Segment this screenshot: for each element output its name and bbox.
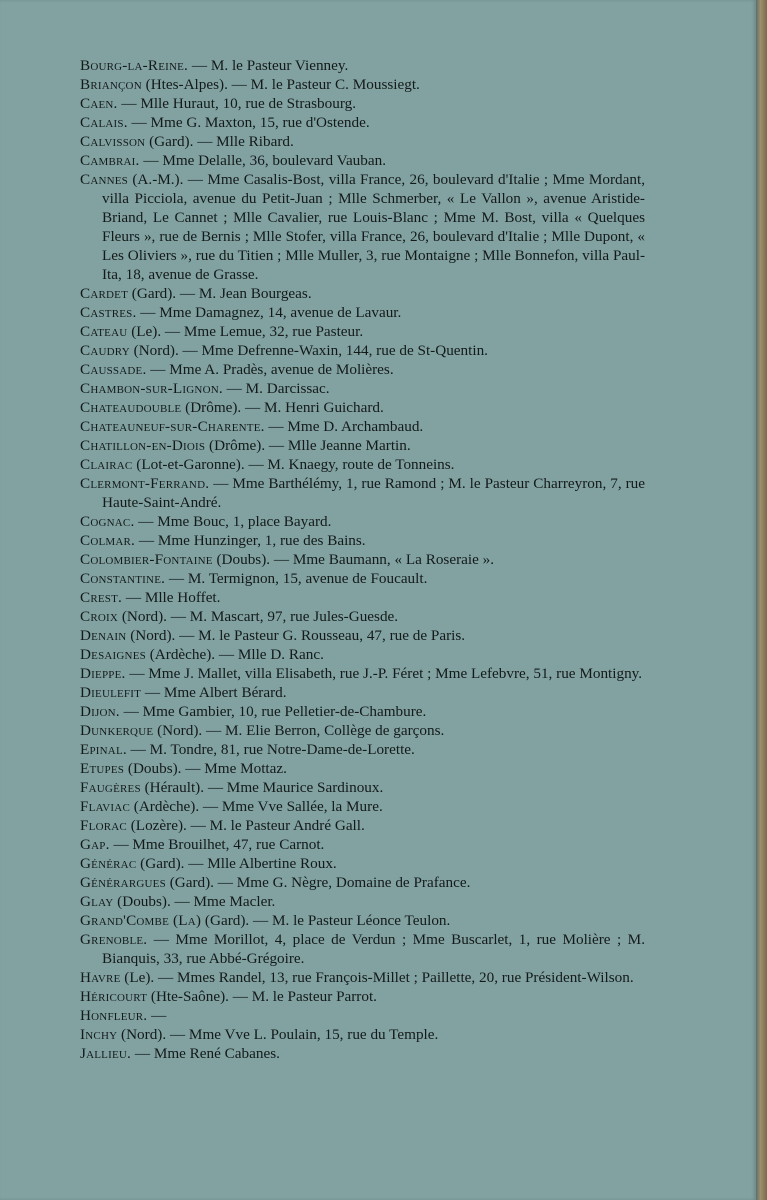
entry-text: (Nord). — Mme Defrenne-Waxin, 144, rue de St-Quentin. (129, 342, 488, 359)
address-list (80, 56, 645, 1063)
place-name: Briançon (80, 76, 142, 93)
entry-text: (Ardèche). — Mlle D. Ranc. (145, 646, 324, 663)
list-item (80, 1044, 645, 1063)
list-item (80, 797, 645, 816)
place-name: Inchy (80, 1026, 118, 1043)
place-name: Clairac (80, 456, 133, 473)
place-name: Chateaudouble (80, 399, 182, 416)
list-item (80, 1025, 645, 1044)
place-name: Chambon-sur-Lignon. (80, 380, 223, 397)
place-name: Honfleur. (80, 1007, 148, 1024)
list-item (80, 740, 645, 759)
list-item (80, 75, 645, 94)
place-name: Crest. (80, 589, 123, 606)
entry-text: (Le). — Mmes Randel, 13, rue François-Millet ; Paillette, 20, rue Président-Wilson. (120, 969, 634, 986)
entry-text: (Gard). — Mlle Ribard. (145, 133, 294, 150)
list-item (80, 645, 645, 664)
list-item (80, 607, 645, 626)
place-name: Dieulefit (80, 684, 142, 701)
place-name: Chateauneuf-sur-Charente. (80, 418, 265, 435)
list-item (80, 474, 645, 512)
entry-text: — M. le Pasteur Vienney. (188, 57, 349, 74)
entry-text: (Drôme). — M. Henri Guichard. (181, 399, 384, 416)
place-name: Grenoble. (80, 931, 148, 948)
place-name: Cateau (80, 323, 128, 340)
place-name: Dieppe. (80, 665, 126, 682)
list-item (80, 113, 645, 132)
place-name: Castres. (80, 304, 137, 321)
place-name: Cognac. (80, 513, 135, 530)
entry-text: (Gard). — Mlle Albertine Roux. (136, 855, 337, 872)
list-item (80, 778, 645, 797)
place-name: Croix (80, 608, 119, 625)
place-name: Caudry (80, 342, 130, 359)
entry-text: (Doubs). — Mme Macler. (113, 893, 276, 910)
place-name: Grand'Combe (La) (80, 912, 202, 929)
place-name: Cardet (80, 285, 128, 302)
place-name: Flaviac (80, 798, 130, 815)
list-item (80, 1006, 645, 1025)
list-item (80, 702, 645, 721)
list-item (80, 398, 645, 417)
place-name: Caussade. (80, 361, 147, 378)
entry-text: (Lozère). — M. le Pasteur André Gall. (126, 817, 365, 834)
list-item (80, 835, 645, 854)
list-item (80, 303, 645, 322)
place-name: Héricourt (80, 988, 148, 1005)
list-item (80, 664, 645, 683)
list-item (80, 550, 645, 569)
place-name: Dijon. (80, 703, 120, 720)
place-name: Colombier-Fontaine (80, 551, 213, 568)
list-item (80, 379, 645, 398)
place-name: Générargues (80, 874, 166, 891)
entry-text: — Mme Morillot, 4, place de Verdun ; Mme Buscarlet, 1, rue Molière ; M. Bianquis, 33, rue Abbé-Grégoire. (102, 931, 645, 967)
place-name: Constantine. (80, 570, 166, 587)
list-item (80, 417, 645, 436)
entry-text: (Nord). — Mme Vve L. Poulain, 15, rue du Temple. (117, 1026, 439, 1043)
place-name: Epinal. (80, 741, 127, 758)
list-item (80, 911, 645, 930)
list-item (80, 151, 645, 170)
entry-text: — Mme Albert Bérard. (141, 684, 287, 701)
list-item (80, 284, 645, 303)
place-name: Faugères (80, 779, 141, 796)
entry-text: (Ardèche). — Mme Vve Sallée, la Mure. (129, 798, 383, 815)
entry-text: — Mlle Huraut, 10, rue de Strasbourg. (117, 95, 357, 112)
place-name: Glay (80, 893, 114, 910)
entry-text: (Doubs). — Mme Baumann, « La Roseraie ». (212, 551, 495, 568)
place-name: Jallieu. (80, 1045, 132, 1062)
place-name: Florac (80, 817, 127, 834)
list-item (80, 94, 645, 113)
entry-text: — Mme Barthélémy, 1, rue Ramond ; M. le Pasteur Charreyron, 7, rue Haute-Saint-André. (102, 475, 645, 511)
entry-text: (Nord). — M. Mascart, 97, rue Jules-Guesde. (118, 608, 399, 625)
list-item (80, 892, 645, 911)
place-name: Cambrai. (80, 152, 140, 169)
place-name: Etupes (80, 760, 125, 777)
list-item (80, 873, 645, 892)
list-item (80, 854, 645, 873)
list-item (80, 930, 645, 968)
entry-text: (Hte-Saône). — M. le Pasteur Parrot. (147, 988, 377, 1005)
entry-text: — Mme Hunzinger, 1, rue des Bains. (135, 532, 366, 549)
place-name: Chatillon-en-Diois (80, 437, 206, 454)
list-item (80, 968, 645, 987)
list-item (80, 816, 645, 835)
entry-text: (Gard). — M. Jean Bourgeas. (128, 285, 312, 302)
place-name: Bourg-la-Reine. (80, 57, 189, 74)
list-item (80, 170, 645, 284)
list-item (80, 436, 645, 455)
list-item (80, 322, 645, 341)
place-name: Calvisson (80, 133, 146, 150)
entry-text: (Nord). — M. Elie Berron, Collège de garçons. (153, 722, 445, 739)
entry-text: — Mme D. Archambaud. (264, 418, 424, 435)
entry-text: — M. Darcissac. (222, 380, 330, 397)
page-edge (756, 0, 767, 1200)
entry-text: — M. Tondre, 81, rue Notre-Dame-de-Lorette. (126, 741, 415, 758)
place-name: Calais. (80, 114, 128, 131)
place-name: Cannes (80, 171, 128, 188)
entry-text: (Htes-Alpes). — M. le Pasteur C. Moussiegt. (141, 76, 420, 93)
list-item (80, 683, 645, 702)
place-name: Caen. (80, 95, 118, 112)
place-name: Générac (80, 855, 137, 872)
place-name: Colmar. (80, 532, 136, 549)
list-item (80, 759, 645, 778)
entry-text: — Mlle Hoffet. (122, 589, 221, 606)
entry-text: — Mme G. Maxton, 15, rue d'Ostende. (127, 114, 370, 131)
list-item (80, 721, 645, 740)
entry-text: — Mme Gambier, 10, rue Pelletier-de-Chambure. (119, 703, 427, 720)
entry-text: — Mme J. Mallet, villa Elisabeth, rue J.-P. Féret ; Mme Lefebvre, 51, rue Montigny. (125, 665, 643, 682)
entry-text: — (147, 1007, 167, 1024)
entry-text: (Drôme). — Mlle Jeanne Martin. (205, 437, 411, 454)
entry-text: — Mme Bouc, 1, place Bayard. (134, 513, 332, 530)
list-item (80, 56, 645, 75)
place-name: Clermont-Ferrand. (80, 475, 210, 492)
entry-text: (Le). — Mme Lemue, 32, rue Pasteur. (127, 323, 364, 340)
place-name: Desaignes (80, 646, 146, 663)
entry-text: (Doubs). — Mme Mottaz. (124, 760, 287, 777)
place-name: Dunkerque (80, 722, 154, 739)
list-item (80, 588, 645, 607)
list-item (80, 360, 645, 379)
list-item (80, 569, 645, 588)
entry-text: (Lot-et-Garonne). — M. Knaegy, route de Tonneins. (132, 456, 455, 473)
entry-text: (Gard). — Mme G. Nègre, Domaine de Prafance. (165, 874, 471, 891)
list-item (80, 987, 645, 1006)
place-name: Gap. (80, 836, 110, 853)
entry-text: — Mme René Cabanes. (131, 1045, 280, 1062)
list-item (80, 455, 645, 474)
entry-text: (Gard). — M. le Pasteur Léonce Teulon. (201, 912, 451, 929)
place-name: Havre (80, 969, 121, 986)
entry-text: — Mme Brouilhet, 47, rue Carnot. (109, 836, 325, 853)
list-item (80, 341, 645, 360)
place-name: Denain (80, 627, 127, 644)
entry-text: — Mme A. Pradès, avenue de Molières. (146, 361, 394, 378)
list-item (80, 132, 645, 151)
list-item (80, 512, 645, 531)
entry-text: (Nord). — M. le Pasteur G. Rousseau, 47, rue de Paris. (126, 627, 466, 644)
list-item (80, 531, 645, 550)
entry-text: — Mme Delalle, 36, boulevard Vauban. (139, 152, 387, 169)
list-item (80, 626, 645, 645)
entry-text: — M. Termignon, 15, avenue de Foucault. (165, 570, 428, 587)
entry-text: (Hérault). — Mme Maurice Sardinoux. (140, 779, 384, 796)
entry-text: — Mme Damagnez, 14, avenue de Lavaur. (136, 304, 402, 321)
entry-text: (A.-M.). — Mme Casalis-Bost, villa France, 26, boulevard d'Italie ; Mme Mordant, villa Picciola, avenue du Petit-Juan ; Mlle Schmerber, « Le Vallon », avenue Aristide-Briand, Le Cannet ; Mlle Cavalier, rue Louis-Blanc ; Mme M. Bost, villa « Quelques Fleurs », rue de Bernis ; Mlle Stofer, villa France, 26, boulevard d'Italie ; Mlle Dupont, « Les Oliviers », rue du Titien ; Mlle Muller, 3, rue Montaigne ; Mlle Bonnefon, villa Paul-Ita, 18, avenue de Grasse. (102, 171, 645, 283)
